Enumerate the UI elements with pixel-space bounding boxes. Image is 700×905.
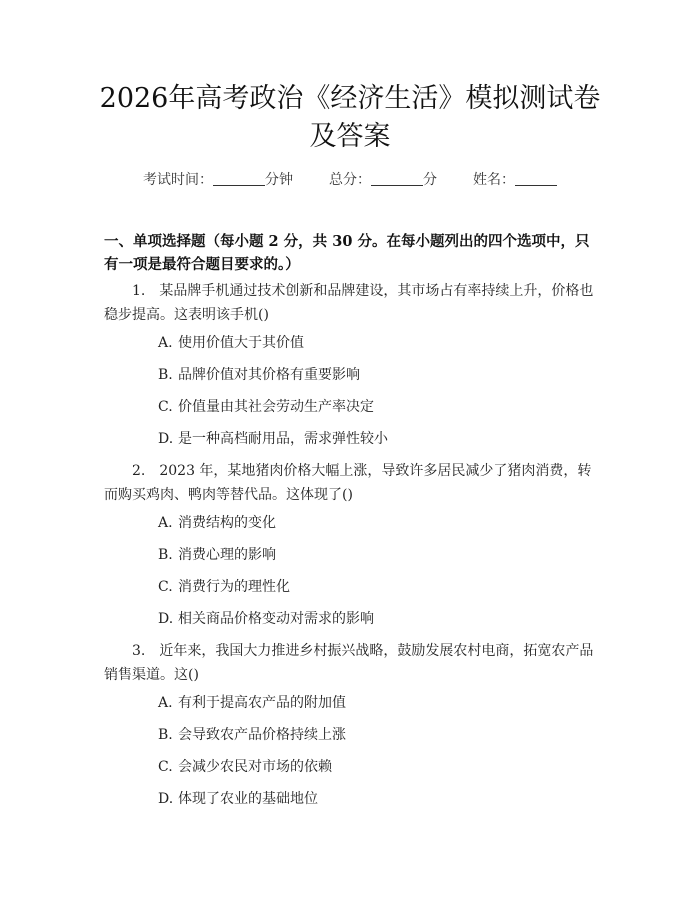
question-2-option-c: C. 消费行为的理性化 [158,579,290,595]
exam-meta [0,169,700,189]
question-2-option-d: D. 相关商品价格变动对需求的影响 [158,611,374,627]
time-label: 考试时间： [143,172,213,188]
time-blank [213,171,265,186]
question-1-option-d: D. 是一种高档耐用品，需求弹性较小 [158,431,388,447]
name-blank [515,171,557,186]
question-1-option-b: B. 品牌价值对其价格有重要影响 [158,367,360,383]
page-title: 2026年高考政治《经济生活》模拟测试卷及答案 [99,83,601,152]
score-label: 总分： [329,172,371,188]
score-unit: 分 [423,172,437,188]
question-3-option-d: D. 体现了农业的基础地位 [158,791,318,807]
score-blank [371,171,423,186]
question-3-option-c: C. 会减少农民对市场的依赖 [158,759,332,775]
question-2: 2. 2023 年，某地猪肉价格大幅上涨，导致许多居民减少了猪肉消费，转而购买鸡肉、鸭肉等替代品。这体现了() [104,463,592,503]
question-2-option-b: B. 消费心理的影响 [158,547,276,563]
name-label: 姓名： [473,172,515,188]
question-1-option-c: C. 价值量由其社会劳动生产率决定 [158,399,374,415]
question-3: 3. 近年来，我国大力推进乡村振兴战略，鼓励发展农村电商，拓宽农产品销售渠道。这() [104,643,594,683]
question-1-option-a: A. 使用价值大于其价值 [158,335,304,351]
question-3-option-a: A. 有利于提高农产品的附加值 [158,695,346,711]
question-3-option-b: B. 会导致农产品价格持续上涨 [158,727,346,743]
question-2-option-a: A. 消费结构的变化 [158,515,276,531]
section-heading: 一、单项选择题（每小题 2 分，共 30 分。在每小题列出的四个选项中，只有一项是最符合题目要求的。） [104,233,590,273]
time-unit: 分钟 [265,172,293,188]
question-1: 1. 某品牌手机通过技术创新和品牌建设，其市场占有率持续上升，价格也稳步提高。这表明该手机() [104,283,594,323]
